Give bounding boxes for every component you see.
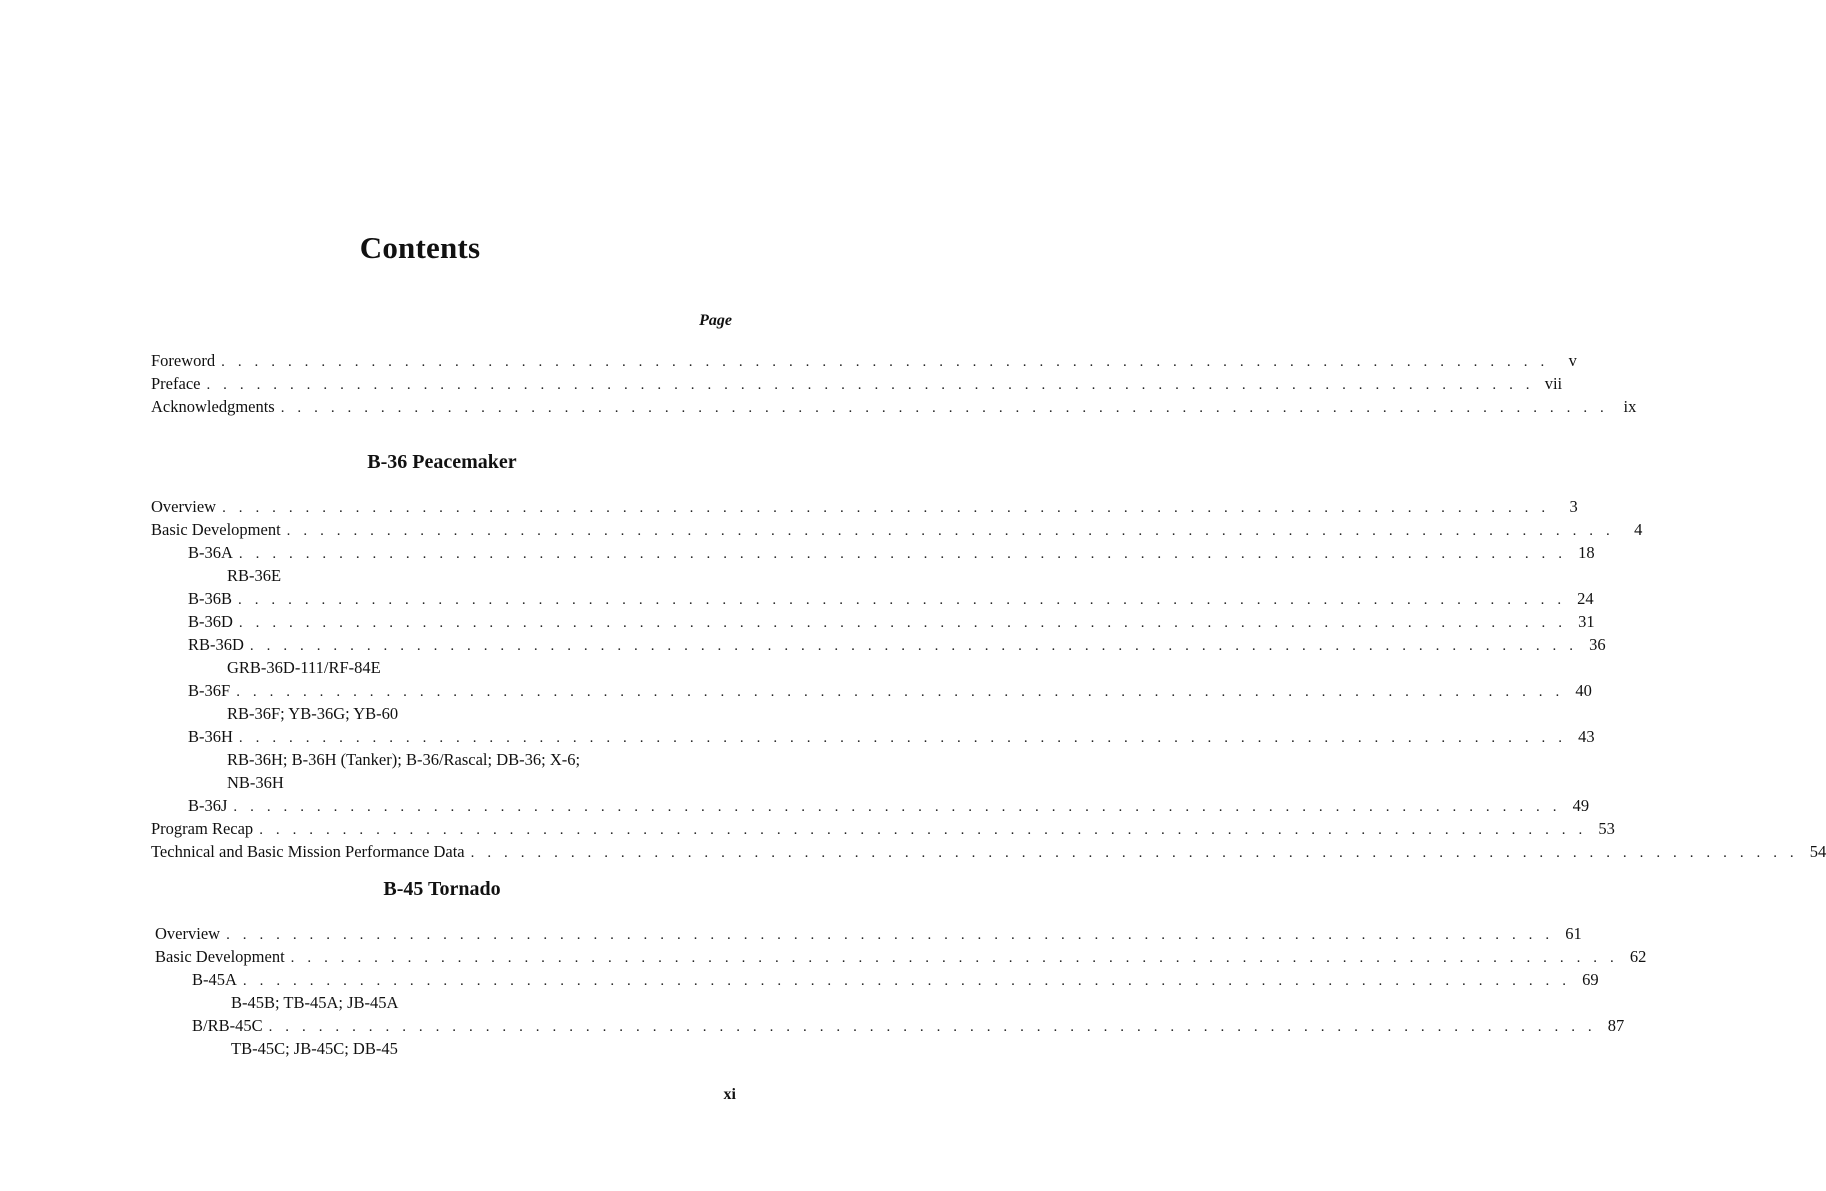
toc-entry-label: B-36D (188, 612, 233, 631)
toc-entry (151, 372, 1563, 395)
dot-leader: . . . . . . . . . . . . . . . . . . . . . . . . . . . . . . . . . . . . . . . . . . . . . . . . . . . . . . . . . . . . . . . . . . . . . . . . . . . . . . . . (226, 927, 1554, 943)
toc-subentry (155, 991, 737, 1014)
toc-entry (151, 518, 1643, 541)
toc-entry (151, 587, 1594, 610)
toc-subentry (151, 771, 736, 794)
toc-page-number: v (1568, 351, 1577, 370)
toc-entry-label: B-36J (188, 796, 228, 815)
toc-entry-label: B-36F (188, 681, 231, 700)
toc-entry-label: Technical and Basic Mission Performance Data (151, 842, 465, 861)
dot-leader: . . . . . . . . . . . . . . . . . . . . . . . . . . . . . . . . . . . . . . . . . . . . . . . . . . . . . . . . . . . . . . . . . . . . . . . . . . . . . . . . (259, 822, 1587, 838)
toc-page-number: vii (1544, 374, 1563, 393)
toc-entry (151, 395, 1637, 418)
page-folio: xi (723, 1086, 736, 1103)
page-column-label: Page (699, 312, 732, 329)
toc-subentry (151, 748, 736, 771)
toc-entry-label: Overview (151, 497, 217, 516)
toc-entry (151, 817, 1615, 840)
toc-entry (151, 541, 1595, 564)
toc-page-number: 36 (1589, 635, 1606, 654)
toc-entry (155, 968, 1599, 991)
dot-leader: . . . . . . . . . . . . . . . . . . . . . . . . . . . . . . . . . . . . . . . . . . . . . . . . . . . . . . . . . . . . . . . . . . . . . . . . . . . . . . . . (221, 354, 1549, 370)
section-heading-b45: B-45 Tornado (383, 878, 501, 900)
b45-entries-list (155, 922, 1647, 1060)
toc-entry (151, 349, 1577, 372)
dot-leader: . . . . . . . . . . . . . . . . . . . . . . . . . . . . . . . . . . . . . . . . . . . . . . . . . . . . . . . . . . . . . . . . . . . . . . . . . . . . . . . . (236, 684, 1564, 700)
dot-leader: . . . . . . . . . . . . . . . . . . . . . . . . . . . . . . . . . . . . . . . . . . . . . . . . . . . . . . . . . . . . . . . . . . . . . . . . . . . . . . . . (238, 615, 1567, 631)
toc-entry-label: RB-36E (227, 566, 282, 585)
toc-entry-label: Program Recap (151, 819, 254, 838)
toc-entry (155, 1014, 1625, 1037)
toc-entry (151, 633, 1606, 656)
toc-entry (151, 725, 1595, 748)
dot-leader: . . . . . . . . . . . . . . . . . . . . . . . . . . . . . . . . . . . . . . . . . . . . . . . . . . . . . . . . . . . . . . . . . . . . . . . . . . . . . . . . (233, 799, 1562, 815)
dot-leader: . . . . . . . . . . . . . . . . . . . . . . . . . . . . . . . . . . . . . . . . . . . . . . . . . . . . . . . . . . . . . . . . . . . . . . . . . . . . . . . . (206, 377, 1535, 393)
toc-entry-label: RB-36H; B-36H (Tanker); B-36/Rascal; DB-36; X-6; (227, 750, 581, 769)
toc-entry-label: Basic Development (151, 520, 281, 539)
toc-entry-label: NB-36H (227, 773, 284, 792)
toc-page-number: 43 (1578, 727, 1595, 746)
dot-leader: . . . . . . . . . . . . . . . . . . . . . . . . . . . . . . . . . . . . . . . . . . . . . . . . . . . . . . . . . . . . . . . . . . . . . . . . . . . . . . . . (222, 500, 1550, 516)
dot-leader: . . . . . . . . . . . . . . . . . . . . . . . . . . . . . . . . . . . . . . . . . . . . . . . . . . . . . . . . . . . . . . . . . . . . . . . . . . . . . . . . (280, 400, 1609, 416)
dot-leader: . . . . . . . . . . . . . . . . . . . . . . . . . . . . . . . . . . . . . . . . . . . . . . . . . . . . . . . . . . . . . . . . . . . . . . . . . . . . . . . . (238, 592, 1566, 608)
toc-entry-label: Foreword (151, 351, 216, 370)
toc-page-number: 87 (1607, 1016, 1625, 1035)
toc-page-number: 31 (1578, 612, 1595, 631)
dot-leader: . . . . . . . . . . . . . . . . . . . . . . . . . . . . . . . . . . . . . . . . . . . . . . . . . . . . . . . . . . . . . . . . . . . . . . . . . . . . . . . . (470, 845, 1799, 861)
toc-entry (155, 922, 1582, 945)
toc-entry (151, 495, 1578, 518)
toc-page-number: 69 (1582, 970, 1599, 989)
section-heading-b36: B-36 Peacemaker (367, 451, 517, 473)
toc-entry-label: B/RB-45C (192, 1016, 263, 1035)
toc-entry (151, 840, 1826, 863)
toc-entry-label: RB-36D (188, 635, 244, 654)
toc-entry-label: Acknowledgments (151, 397, 275, 416)
toc-subentry (151, 702, 736, 725)
toc-entry-label: B-45A (192, 970, 237, 989)
toc-subentry (151, 564, 736, 587)
toc-page-number: 4 (1634, 520, 1643, 539)
dot-leader: . . . . . . . . . . . . . . . . . . . . . . . . . . . . . . . . . . . . . . . . . . . . . . . . . . . . . . . . . . . . . . . . . . . . . . . . . . . . . . . . (242, 973, 1571, 989)
toc-page-number: 18 (1578, 543, 1595, 562)
toc-page-number: 62 (1629, 947, 1647, 966)
toc-page-number: 54 (1809, 842, 1826, 861)
toc-page-number: 49 (1572, 796, 1590, 815)
toc-page-number: 53 (1598, 819, 1615, 838)
dot-leader: . . . . . . . . . . . . . . . . . . . . . . . . . . . . . . . . . . . . . . . . . . . . . . . . . . . . . . . . . . . . . . . . . . . . . . . . . . . . . . . . (238, 546, 1567, 562)
toc-entry-label: Overview (155, 924, 221, 943)
toc-page-number: ix (1623, 397, 1637, 416)
toc-entry-label: RB-36F; YB-36G; YB-60 (227, 704, 399, 723)
toc-entry-label: B-45B; TB-45A; JB-45A (231, 993, 399, 1012)
dot-leader: . . . . . . . . . . . . . . . . . . . . . . . . . . . . . . . . . . . . . . . . . . . . . . . . . . . . . . . . . . . . . . . . . . . . . . . . . . . . . . . . (290, 950, 1619, 966)
toc-subentry (151, 656, 736, 679)
dot-leader: . . . . . . . . . . . . . . . . . . . . . . . . . . . . . . . . . . . . . . . . . . . . . . . . . . . . . . . . . . . . . . . . . . . . . . . . . . . . . . . . (249, 638, 1578, 654)
front-matter-list (151, 349, 1637, 418)
dot-leader: . . . . . . . . . . . . . . . . . . . . . . . . . . . . . . . . . . . . . . . . . . . . . . . . . . . . . . . . . . . . . . . . . . . . . . . . . . . . . . . . (286, 523, 1615, 539)
page-title: Contents (359, 230, 481, 265)
dot-leader: . . . . . . . . . . . . . . . . . . . . . . . . . . . . . . . . . . . . . . . . . . . . . . . . . . . . . . . . . . . . . . . . . . . . . . . . . . . . . . . . (268, 1019, 1597, 1035)
toc-page-number: 24 (1577, 589, 1594, 608)
toc-entry-label: GRB-36D-111/RF-84E (227, 658, 381, 677)
b36-entries-list (151, 495, 1826, 863)
toc-entry (151, 610, 1595, 633)
toc-entry (155, 945, 1647, 968)
toc-entry-label: Preface (151, 374, 201, 393)
toc-entry-label: Basic Development (155, 947, 285, 966)
toc-entry-label: TB-45C; JB-45C; DB-45 (231, 1039, 398, 1058)
toc-entry-label: B-36B (188, 589, 233, 608)
toc-entry-label: B-36H (188, 727, 233, 746)
toc-page-number: 40 (1575, 681, 1592, 700)
toc-page-number: 61 (1565, 924, 1582, 943)
toc-entry (151, 679, 1592, 702)
toc-entry (151, 794, 1590, 817)
toc-entry-label: B-36A (188, 543, 233, 562)
toc-page-number: 3 (1569, 497, 1578, 516)
dot-leader: . . . . . . . . . . . . . . . . . . . . . . . . . . . . . . . . . . . . . . . . . . . . . . . . . . . . . . . . . . . . . . . . . . . . . . . . . . . . . . . . (238, 730, 1567, 746)
toc-subentry (155, 1037, 737, 1060)
